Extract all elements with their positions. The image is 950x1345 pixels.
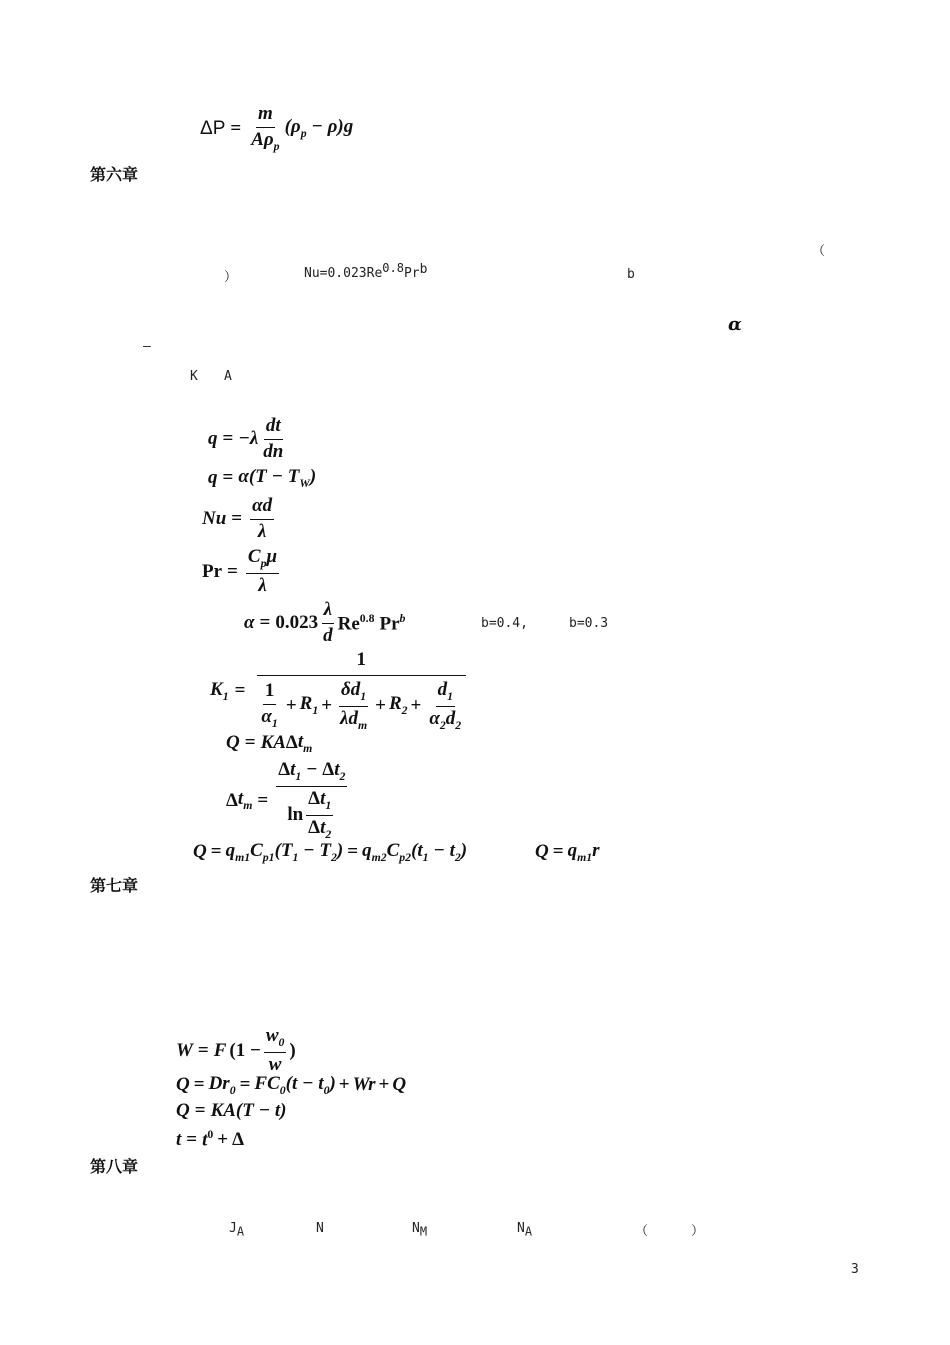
fourier-law-formula: q = −λ $\frac{dt}{dn}$ <box>208 415 284 462</box>
nusselt-formula: Nu = $\frac{\alpha d}{\lambda}$ <box>202 495 273 542</box>
a-label: A <box>224 369 232 384</box>
ch8-paren-open: （ <box>635 1224 649 1239</box>
latent-heat-formula: Q = $q_{m1}r$ <box>535 840 600 864</box>
alpha-symbol: α <box>728 314 742 335</box>
evaporation-water-formula: W = F (1 − $\frac{w_0}{w}$ ) <box>176 1025 296 1075</box>
flux-n-label: N <box>316 1221 324 1236</box>
pressure-drop-formula: ΔP = $\frac{m}{A\rho_p}$ $(\rho_p - \rho)g$ <box>200 103 354 153</box>
paren-close: ） <box>224 270 238 285</box>
chapter-8-heading: 第八章 <box>90 1157 139 1176</box>
ch8-paren-close: ） <box>691 1224 705 1239</box>
heat-duty-formula: Q = KA Δ $t_m$ <box>226 731 313 755</box>
dittus-boelter-formula: α = 0.023 $\frac{\lambda}{d}$ $Re^{0.8}$ Pr$^b$ <box>244 599 406 646</box>
flux-nm-label: $N_M$ <box>412 1221 428 1239</box>
nu-correlation-text: Nu=0.023Re0.8Prb <box>304 261 428 281</box>
chapter-7-heading: 第七章 <box>90 876 139 895</box>
evaporator-transfer-formula: Q = KA(T − t) <box>176 1100 287 1121</box>
lmtd-formula: Δ $t_m$ = $\Delta t_1 - \Delta t_2$ ln $\frac{\Delta t_1}{\Delta t_2}$ <box>226 759 346 841</box>
b-value-cooling: b=0.3 <box>569 616 609 631</box>
flux-na-label: $N_A$ <box>517 1221 533 1239</box>
overall-coefficient-formula: $K_1$ = 1 $\frac{1}{\alpha_1}$ + $R_1$ + $\frac{\delta d_1}{\lambda d_m}$ + $R_2$ + $\frac{d_1}{\alpha_2d_2}$ <box>210 650 471 732</box>
k-label: K <box>190 369 198 384</box>
newton-cooling-formula: q = $\alpha(T - T_W)$ <box>208 466 317 490</box>
b-label: b <box>627 267 635 282</box>
flux-ja-label: $J_A$ <box>229 1221 245 1239</box>
chapter-6-heading: 第六章 <box>90 165 139 184</box>
evaporator-heat-balance-formula: Q = $Dr_0$ = $FC_0(t - t_0)$ + Wr + Q <box>176 1073 407 1097</box>
b-value-heating: b=0.4, <box>481 616 528 631</box>
page-number: 3 <box>851 1262 859 1277</box>
energy-balance-formula: Q = $q_{m1}C_{p1}(T_1 - T_2)$ = $q_{m2}C_{p2}(t_1 - t_2)$ <box>193 840 468 864</box>
prandtl-formula: Pr = $\frac{C_p\mu}{\lambda}$ <box>202 546 278 596</box>
paren-open: （ <box>812 244 826 259</box>
boiling-point-formula: t = $t^0$ + Δ <box>176 1128 245 1151</box>
dash-mark: – <box>143 339 151 354</box>
